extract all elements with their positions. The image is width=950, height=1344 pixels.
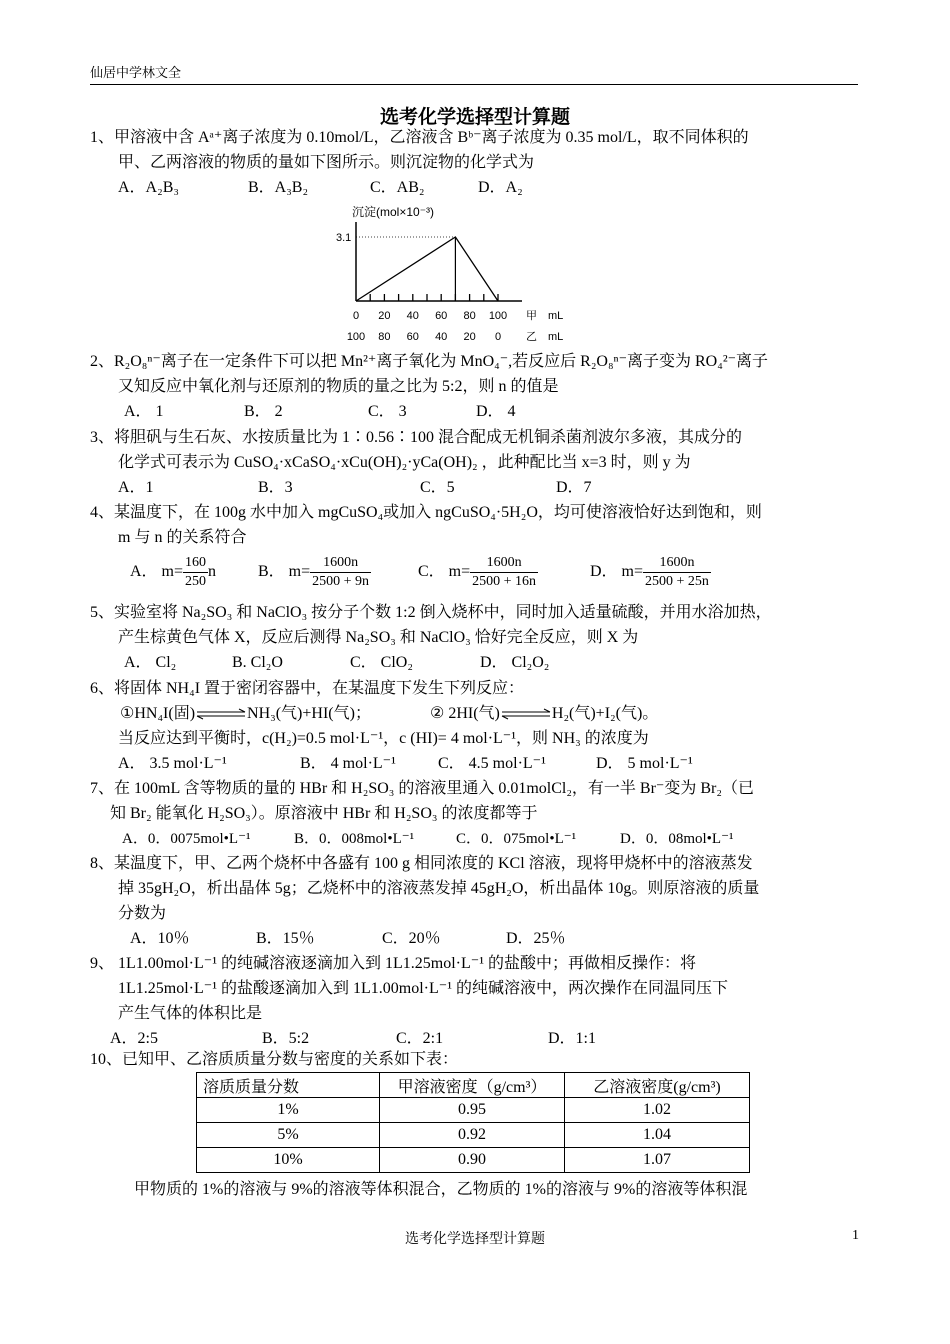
q6-option-d: D． 5 mol·L⁻¹ bbox=[596, 755, 693, 772]
q6-option-b: B． 4 mol·L⁻¹ bbox=[300, 755, 396, 772]
q2-option-a: A． 1 bbox=[124, 403, 164, 420]
q3-line1: 3、将胆矾与生石灰、水按质量比为 1∶0.56∶100 混合配成无机铜杀菌剂波尔多液，其成分的 bbox=[90, 429, 743, 446]
q2-line2: 又知反应中氧化剂与还原剂的物质的量之比为 5:2，则 n 的值是 bbox=[118, 378, 559, 395]
table-row bbox=[197, 1098, 750, 1123]
q3-option-a: A．1 bbox=[118, 479, 154, 496]
q9-option-d: D．1:1 bbox=[548, 1030, 597, 1047]
q4-option-c bbox=[418, 554, 538, 591]
table-row bbox=[197, 1123, 750, 1148]
chart-x-tick-label-jia: 60 bbox=[435, 310, 448, 322]
page-footer: 选考化学选择型计算题 bbox=[405, 1232, 545, 1247]
fraction-numerator: 1600n bbox=[470, 554, 538, 573]
q4-option-c-label: C． m= bbox=[418, 563, 471, 581]
q8-line1: 8、某温度下，甲、乙两个烧杯中各盛有 100 g 相同浓度的 KCl 溶液，现将甲烧杯中的溶液蒸发 bbox=[90, 855, 753, 872]
q4-option-d-label: D． m= bbox=[590, 563, 644, 581]
fraction-denominator: 2500 + 16n bbox=[472, 574, 537, 589]
q1-option-c: C．AB₂ bbox=[370, 179, 425, 196]
q5-line2: 产生棕黄色气体 X，反应后测得 Na₂SO₃ 和 NaClO₃ 恰好完全反应，则 X 为 bbox=[118, 629, 639, 646]
page-title: 选考化学选择型计算题 bbox=[379, 107, 570, 128]
chart-x-tick-label-jia: 100 bbox=[488, 310, 508, 322]
chart-xlabel-yi: 乙 bbox=[526, 331, 537, 343]
q4-option-d bbox=[590, 554, 711, 591]
q6-reaction-2 bbox=[430, 704, 658, 724]
fraction-denominator: 250 bbox=[185, 574, 207, 589]
q4-option-a-label: A． m= bbox=[130, 563, 184, 581]
q8-option-d: D．25％ bbox=[506, 930, 566, 947]
q6-r2-reactant: ② 2HI(气) bbox=[430, 705, 500, 722]
table-header-cell: 甲溶液密度（g/cm³） bbox=[380, 1073, 565, 1098]
fraction-numerator: 1600n bbox=[643, 554, 711, 573]
q8-option-c: C．20％ bbox=[382, 930, 441, 947]
q9-option-a: A．2:5 bbox=[110, 1030, 159, 1047]
q6-r2-product: H₂(气)+I₂(气)。 bbox=[551, 705, 659, 722]
q9-line3: 产生气体的体积比是 bbox=[118, 1005, 263, 1022]
q9-line2: 1L1.25mol·L⁻¹ 的盐酸逐滴加入到 1L1.00mol·L⁻¹ 的纯碱溶液中，两次操作在同温同压下 bbox=[118, 980, 729, 997]
chart-x-tick-label-yi: 40 bbox=[435, 331, 448, 343]
chart-x-tick-label-yi: 60 bbox=[406, 331, 419, 343]
precipitate-chart bbox=[330, 200, 580, 346]
table-cell: 5% bbox=[197, 1123, 380, 1148]
q1-option-b: B．A₃B₂ bbox=[248, 179, 309, 196]
q3-option-c: C．5 bbox=[420, 479, 455, 496]
chart-y-tick: 3.1 bbox=[336, 232, 352, 244]
q4-option-c-fraction bbox=[470, 554, 538, 591]
equilibrium-arrow-icon bbox=[195, 708, 247, 720]
q10-line-after: 甲物质的 1%的溶液与 9%的溶液等体积混合，乙物质的 1%的溶液与 9%的溶液等体积混 bbox=[134, 1181, 748, 1198]
q6-reaction-1 bbox=[120, 704, 371, 724]
chart-x-tick-label-yi: 0 bbox=[494, 331, 502, 343]
q4-option-a-fraction bbox=[183, 554, 208, 591]
q3-line2: 化学式可表示为 CuSO₄·xCaSO₄·xCu(OH)₂·yCa(OH)₂ ，此种配比当 x=3 时，则 y 为 bbox=[118, 454, 691, 471]
q6-r1-reactant: ①HN₄I(固) bbox=[120, 705, 196, 722]
q7-line2: 知 Br₂ 能氧化 H₂SO₃）。原溶液中 HBr 和 H₂SO₃ 的浓度都等于 bbox=[110, 805, 538, 822]
table-cell: 1.02 bbox=[565, 1098, 750, 1123]
table-cell: 10% bbox=[197, 1148, 380, 1173]
q1-option-a: A．A₂B₃ bbox=[118, 179, 179, 196]
q8-option-b: B．15％ bbox=[256, 930, 315, 947]
q4-option-b bbox=[258, 554, 371, 591]
q6-option-c: C． 4.5 mol·L⁻¹ bbox=[438, 755, 546, 772]
q4-line2: m 与 n 的关系符合 bbox=[118, 529, 247, 546]
q1-option-d: D．A₂ bbox=[478, 179, 523, 196]
q6-line1: 6、将固体 NH₄I 置于密闭容器中，在某温度下发生下列反应： bbox=[90, 680, 525, 697]
q5-option-a: A． Cl₂ bbox=[124, 654, 177, 671]
q7-option-c: C．0．075mol•L⁻¹ bbox=[456, 831, 577, 847]
q5-line1: 5、实验室将 Na₂SO₃ 和 NaClO₃ 按分子个数 1:2 倒入烧杯中，同时加入适量硫酸，并用水浴加热， bbox=[90, 604, 772, 621]
q4-line1: 4、某温度下，在 100g 水中加入 mgCuSO₄或加入 ngCuSO₄·5H₂O，均可使溶液恰好达到饱和，则 bbox=[90, 504, 762, 521]
q4-option-b-label: B． m= bbox=[258, 563, 311, 581]
q3-option-b: B．3 bbox=[258, 479, 293, 496]
q9-option-b: B．5:2 bbox=[262, 1030, 310, 1047]
page-number: 1 bbox=[852, 1228, 859, 1243]
table-header-cell: 乙溶液密度(g/cm³) bbox=[565, 1073, 750, 1098]
q9-line1: 9、 1L1.00mol·L⁻¹ 的纯碱溶液逐滴加入到 1L1.25mol·L⁻¹ 的盐酸中；再做相反操作：将 bbox=[90, 955, 697, 972]
chart-ylabel: 沉淀(mol×10⁻³) bbox=[352, 205, 435, 219]
chart-x-tick-label-yi: 100 bbox=[346, 331, 366, 343]
fraction-numerator: 160 bbox=[183, 554, 208, 573]
q4-option-d-fraction bbox=[643, 554, 711, 591]
chart-xlabel-jia: 甲 bbox=[526, 310, 537, 322]
table-header-row bbox=[197, 1073, 750, 1098]
q6-line3: 当反应达到平衡时，c(H₂)=0.5 mol·L⁻¹，c (HI)= 4 mol·L⁻¹，则 NH₃ 的浓度为 bbox=[118, 730, 649, 747]
q2-option-b: B． 2 bbox=[244, 403, 283, 420]
q2-option-d: D． 4 bbox=[476, 403, 516, 420]
q2-line1: 2、R₂O₈ⁿ⁻离子在一定条件下可以把 Mn²⁺离子氧化为 MnO₄⁻,若反应后 R₂O₈ⁿ⁻离子变为 RO₄²⁻离子 bbox=[90, 353, 769, 370]
table-cell: 1% bbox=[197, 1098, 380, 1123]
chart-x-tick-label-jia: 20 bbox=[378, 310, 391, 322]
chart-unit-jia: mL bbox=[548, 310, 564, 322]
equilibrium-arrow-icon bbox=[500, 708, 552, 720]
q6-option-a: A． 3.5 mol·L⁻¹ bbox=[118, 755, 227, 772]
table-cell: 0.95 bbox=[380, 1098, 565, 1123]
fraction-numerator: 1600n bbox=[310, 554, 371, 573]
chart-x-tick-label-jia: 80 bbox=[463, 310, 476, 322]
table-cell: 0.90 bbox=[380, 1148, 565, 1173]
chart-x-tick-label-jia: 0 bbox=[352, 310, 360, 322]
chart-x-tick-label-jia: 40 bbox=[406, 310, 419, 322]
q5-option-d: D． Cl₂O₂ bbox=[480, 654, 550, 671]
q8-line2: 掉 35gH₂O，析出晶体 5g；乙烧杯中的溶液蒸发掉 45gH₂O，析出晶体 10g。则原溶液的质量 bbox=[118, 880, 760, 897]
q4-option-a-suffix: n bbox=[208, 563, 217, 581]
table-header-cell: 溶质质量分数 bbox=[197, 1073, 380, 1098]
q7-option-d: D．0．08mol•L⁻¹ bbox=[620, 831, 734, 847]
q7-line1: 7、在 100mL 含等物质的量的 HBr 和 H₂SO₃ 的溶液里通入 0.01molCl₂，有一半 Br⁻变为 Br₂（已 bbox=[90, 780, 754, 797]
q3-option-d: D．7 bbox=[556, 479, 592, 496]
q4-option-b-fraction bbox=[310, 554, 371, 591]
q8-line3: 分数为 bbox=[118, 905, 167, 922]
table-cell: 1.07 bbox=[565, 1148, 750, 1173]
q2-option-c: C． 3 bbox=[368, 403, 407, 420]
page-header: 仙居中学林文全 bbox=[90, 65, 182, 80]
q8-option-a: A．10％ bbox=[130, 930, 190, 947]
q5-option-c: C． ClO₂ bbox=[350, 654, 413, 671]
q7-option-b: B．0．008mol•L⁻¹ bbox=[294, 831, 415, 847]
q1-line1: 1、甲溶液中含 Aᵃ⁺离子浓度为 0.10mol/L，乙溶液含 Bᵇ⁻离子浓度为 0.35 mol/L，取不同体积的 bbox=[90, 129, 749, 146]
fraction-denominator: 2500 + 9n bbox=[312, 574, 370, 589]
q6-r1-product: NH₃(气)+HI(气)； bbox=[247, 705, 371, 722]
chart-x-tick-label-yi: 80 bbox=[378, 331, 391, 343]
table-cell: 0.92 bbox=[380, 1123, 565, 1148]
chart-series-line bbox=[356, 237, 498, 301]
q1-line2: 甲、乙两溶液的物质的量如下图所示。则沉淀物的化学式为 bbox=[118, 154, 535, 171]
q10-line1: 10、已知甲、乙溶质质量分数与密度的关系如下表： bbox=[90, 1051, 459, 1068]
fraction-denominator: 2500 + 25n bbox=[645, 574, 709, 589]
q7-option-a: A．0．0075mol•L⁻¹ bbox=[122, 831, 251, 847]
header-rule bbox=[90, 84, 858, 85]
density-table bbox=[196, 1072, 750, 1173]
q4-option-a bbox=[130, 554, 216, 591]
table-cell: 1.04 bbox=[565, 1123, 750, 1148]
chart-x-tick-label-yi: 20 bbox=[463, 331, 476, 343]
table-row bbox=[197, 1148, 750, 1173]
q9-option-c: C．2:1 bbox=[396, 1030, 444, 1047]
q5-option-b: B. Cl₂O bbox=[232, 654, 283, 671]
chart-unit-yi: mL bbox=[548, 331, 564, 343]
